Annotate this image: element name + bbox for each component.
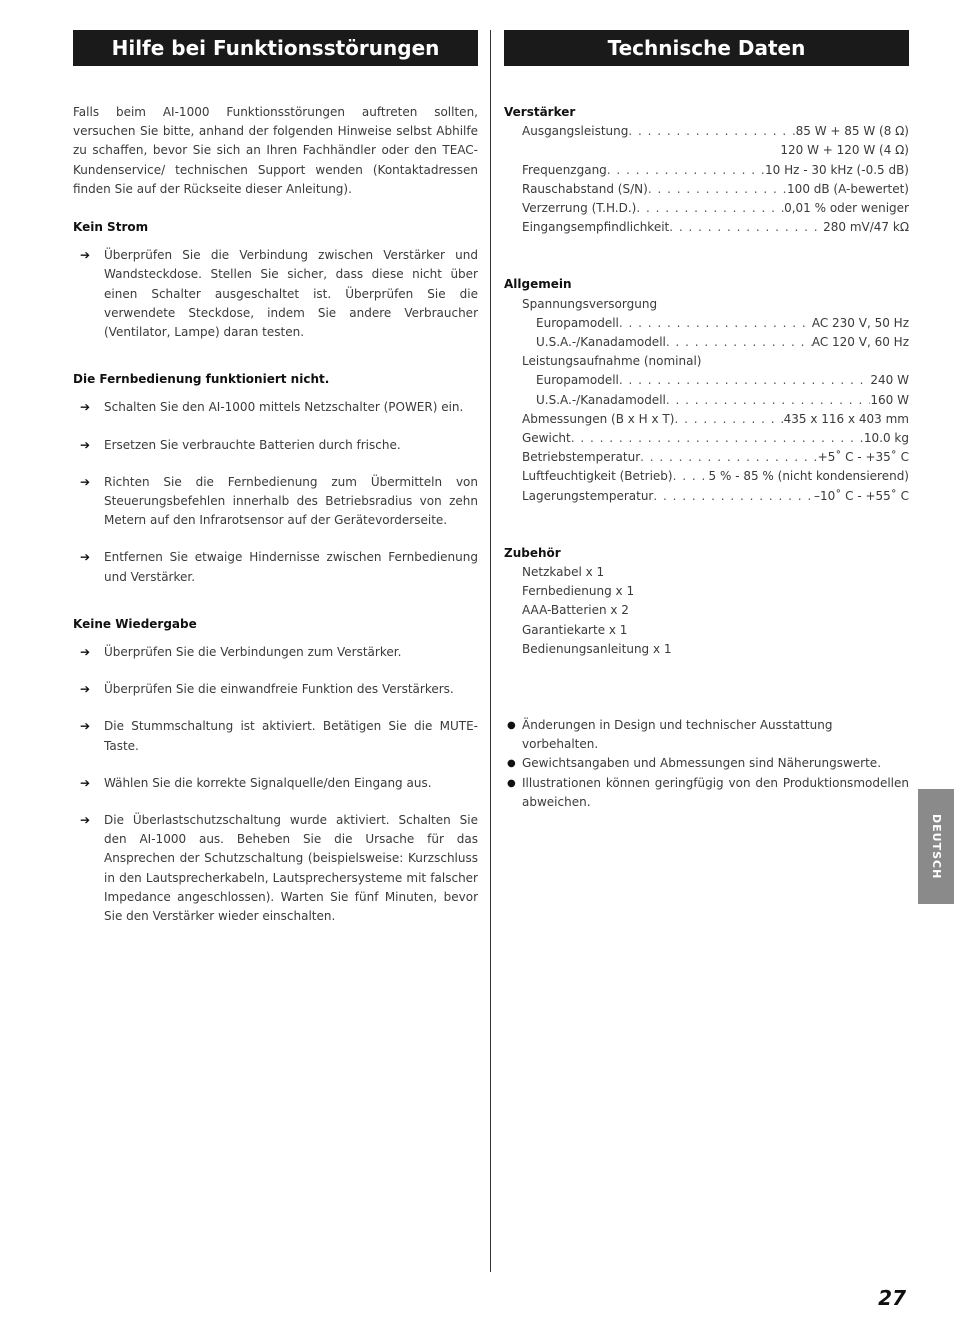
troubleshooting-column bbox=[73, 103, 478, 926]
arrow-right-icon: ➔ bbox=[80, 550, 91, 565]
accessory-item: AAA-Batterien x 2 bbox=[522, 603, 629, 618]
section-amplifier: Verstärker bbox=[504, 105, 576, 119]
arrow-right-icon: ➔ bbox=[80, 248, 91, 263]
accessory-item: Netzkabel x 1 bbox=[522, 565, 605, 580]
section-general: Allgemein bbox=[504, 277, 572, 292]
arrow-right-icon: ➔ bbox=[80, 474, 91, 489]
spec-row: Europamodell . . . AC 230 V, 50 Hz bbox=[504, 314, 909, 333]
specifications-column bbox=[504, 103, 909, 812]
accessory-item: Fernbedienung x 1 bbox=[522, 584, 635, 599]
spec-row: 120 W + 120 W (4 Ω) bbox=[780, 143, 909, 158]
spec-row: Betriebstemperatur . . . +5˚ C - +35˚ C bbox=[504, 448, 909, 467]
spec-row: Abmessungen (B x H x T) . . . 435 x 116 x 403 mm bbox=[504, 410, 909, 429]
list-item: ➔ Schalten Sie den AI-1000 mittels Netzschalter (POWER) ein. bbox=[73, 398, 478, 417]
spec-row: Lagerungstemperatur . . . –10˚ C - +55˚ C bbox=[504, 487, 909, 506]
list-item: ➔ Ersetzen Sie verbrauchte Batterien durch frische. bbox=[73, 436, 478, 455]
spec-row: U.S.A.-/Kanadamodell . . . AC 120 V, 60 Hz bbox=[504, 333, 909, 352]
accessory-item: Garantiekarte x 1 bbox=[522, 622, 628, 637]
list-item: ➔ Überprüfen Sie die einwandfreie Funktion des Verstärkers. bbox=[73, 680, 478, 699]
troubleshooting-title: Hilfe bei Funktionsstörungen bbox=[73, 30, 478, 66]
spec-row: Ausgangsleistung . . . 85 W + 85 W (8 Ω) bbox=[504, 122, 909, 141]
spec-group-label: Leistungsaufnahme (nominal) bbox=[522, 354, 702, 369]
list-item: ➔ Wählen Sie die korrekte Signalquelle/den Eingang aus. bbox=[73, 774, 478, 793]
arrow-right-icon: ➔ bbox=[80, 645, 91, 660]
arrow-right-icon: ➔ bbox=[80, 437, 91, 452]
bullet-icon: ● bbox=[507, 720, 516, 732]
notes-list bbox=[504, 716, 909, 812]
note-item: ● Gewichtsangaben und Abmessungen sind Näherungswerte. bbox=[504, 754, 909, 773]
list-item: ➔ Überprüfen Sie die Verbindungen zum Verstärker. bbox=[73, 643, 478, 662]
arrow-right-icon: ➔ bbox=[80, 813, 91, 828]
arrow-right-icon: ➔ bbox=[80, 682, 91, 697]
arrow-right-icon: ➔ bbox=[80, 719, 91, 734]
spec-row: Gewicht . . . 10.0 kg bbox=[504, 429, 909, 448]
list-item: ➔ Richten Sie die Fernbedienung zum Übermitteln von Steuerungsbefehlen innerhalb des Betriebsradius von zehn Metern auf den Infrarotsensor auf der Gerätevorderseite. bbox=[80, 474, 478, 528]
list-item: ➔ Die Stummschaltung ist aktiviert. Betätigen Sie die MUTE-Taste. bbox=[80, 719, 478, 753]
spec-row: Eingangsempfindlichkeit . . . 280 mV/47 kΩ bbox=[504, 218, 909, 237]
specifications-title: Technische Daten bbox=[504, 30, 909, 66]
section-no-playback: Keine Wiedergabe bbox=[73, 616, 197, 631]
bullet-icon: ● bbox=[507, 777, 516, 789]
spec-row: Verzerrung (T.H.D.) . . . 0,01 % oder weniger bbox=[504, 199, 909, 218]
spec-row: U.S.A.-/Kanadamodell . . . 160 W bbox=[504, 391, 909, 410]
page-number: 27 bbox=[878, 1286, 906, 1310]
spec-row: Luftfeuchtigkeit (Betrieb) . . . 5 % - 85 % (nicht kondensierend) bbox=[504, 467, 909, 486]
section-accessories: Zubehör bbox=[504, 545, 561, 560]
arrow-right-icon: ➔ bbox=[80, 775, 91, 790]
spec-group-label: Spannungsversorgung bbox=[522, 296, 658, 311]
list-item: ➔ Entfernen Sie etwaige Hindernisse zwischen Fernbedienung und Verstärker. bbox=[80, 550, 478, 584]
arrow-right-icon: ➔ bbox=[80, 400, 91, 415]
bullet-icon: ● bbox=[507, 758, 516, 770]
intro-paragraph: Falls beim AI-1000 Funktionsstörungen auftreten sollten, versuchen Sie bitte, anhand der folgenden Hinweise selbst Abhilfe zu schaffen, bevor Sie sich an Ihren Fachhändler oder den TEAC-Kundenservice/ technischen Support wenden (Kontaktadressen finden Sie auf der Rückseite dieser Anleitung). bbox=[73, 105, 478, 196]
note-item: ● Änderungen in Design und technischer Ausstattung vorbehalten. bbox=[507, 718, 833, 752]
language-tab: DEUTSCH bbox=[918, 789, 954, 904]
list-item: ➔ Die Überlastschutzschaltung wurde aktiviert. Schalten Sie den AI-1000 aus. Beheben Sie die Ursache für das Ansprechen der Schutzschaltung (beispielsweise: Kurzschluss in den Lautsprecherkabeln, Lautsprechersysteme mit falscher Impedance angeschlossen). Warten Sie fünf Minuten, bevor Sie den Verstärker wieder einschalten. bbox=[80, 813, 478, 924]
column-divider bbox=[490, 30, 491, 1272]
section-no-power: Kein Strom bbox=[73, 220, 149, 235]
accessory-item: Bedienungsanleitung x 1 bbox=[522, 641, 672, 656]
note-item: ● Illustrationen können geringfügig von den Produktionsmodellen abweichen. bbox=[507, 775, 909, 809]
spec-row: Frequenzgang . . . 10 Hz - 30 kHz (-0.5 dB) bbox=[504, 161, 909, 180]
list-item: ➔ Überprüfen Sie die Verbindung zwischen Verstärker und Wandsteckdose. Stellen Sie sicher, dass diese nicht über einen Schalter ausgeschaltet ist. Überprüfen Sie die verwendete Steckdose, indem Sie andere Verbraucher (Ventilator, Lampe) daran testen. bbox=[80, 248, 478, 340]
spec-row: Europamodell . . . 240 W bbox=[504, 371, 909, 390]
section-remote: Die Fernbedienung funktioniert nicht. bbox=[73, 372, 330, 387]
spec-row: Rauschabstand (S/N) . . . 100 dB (A-bewertet) bbox=[504, 180, 909, 199]
